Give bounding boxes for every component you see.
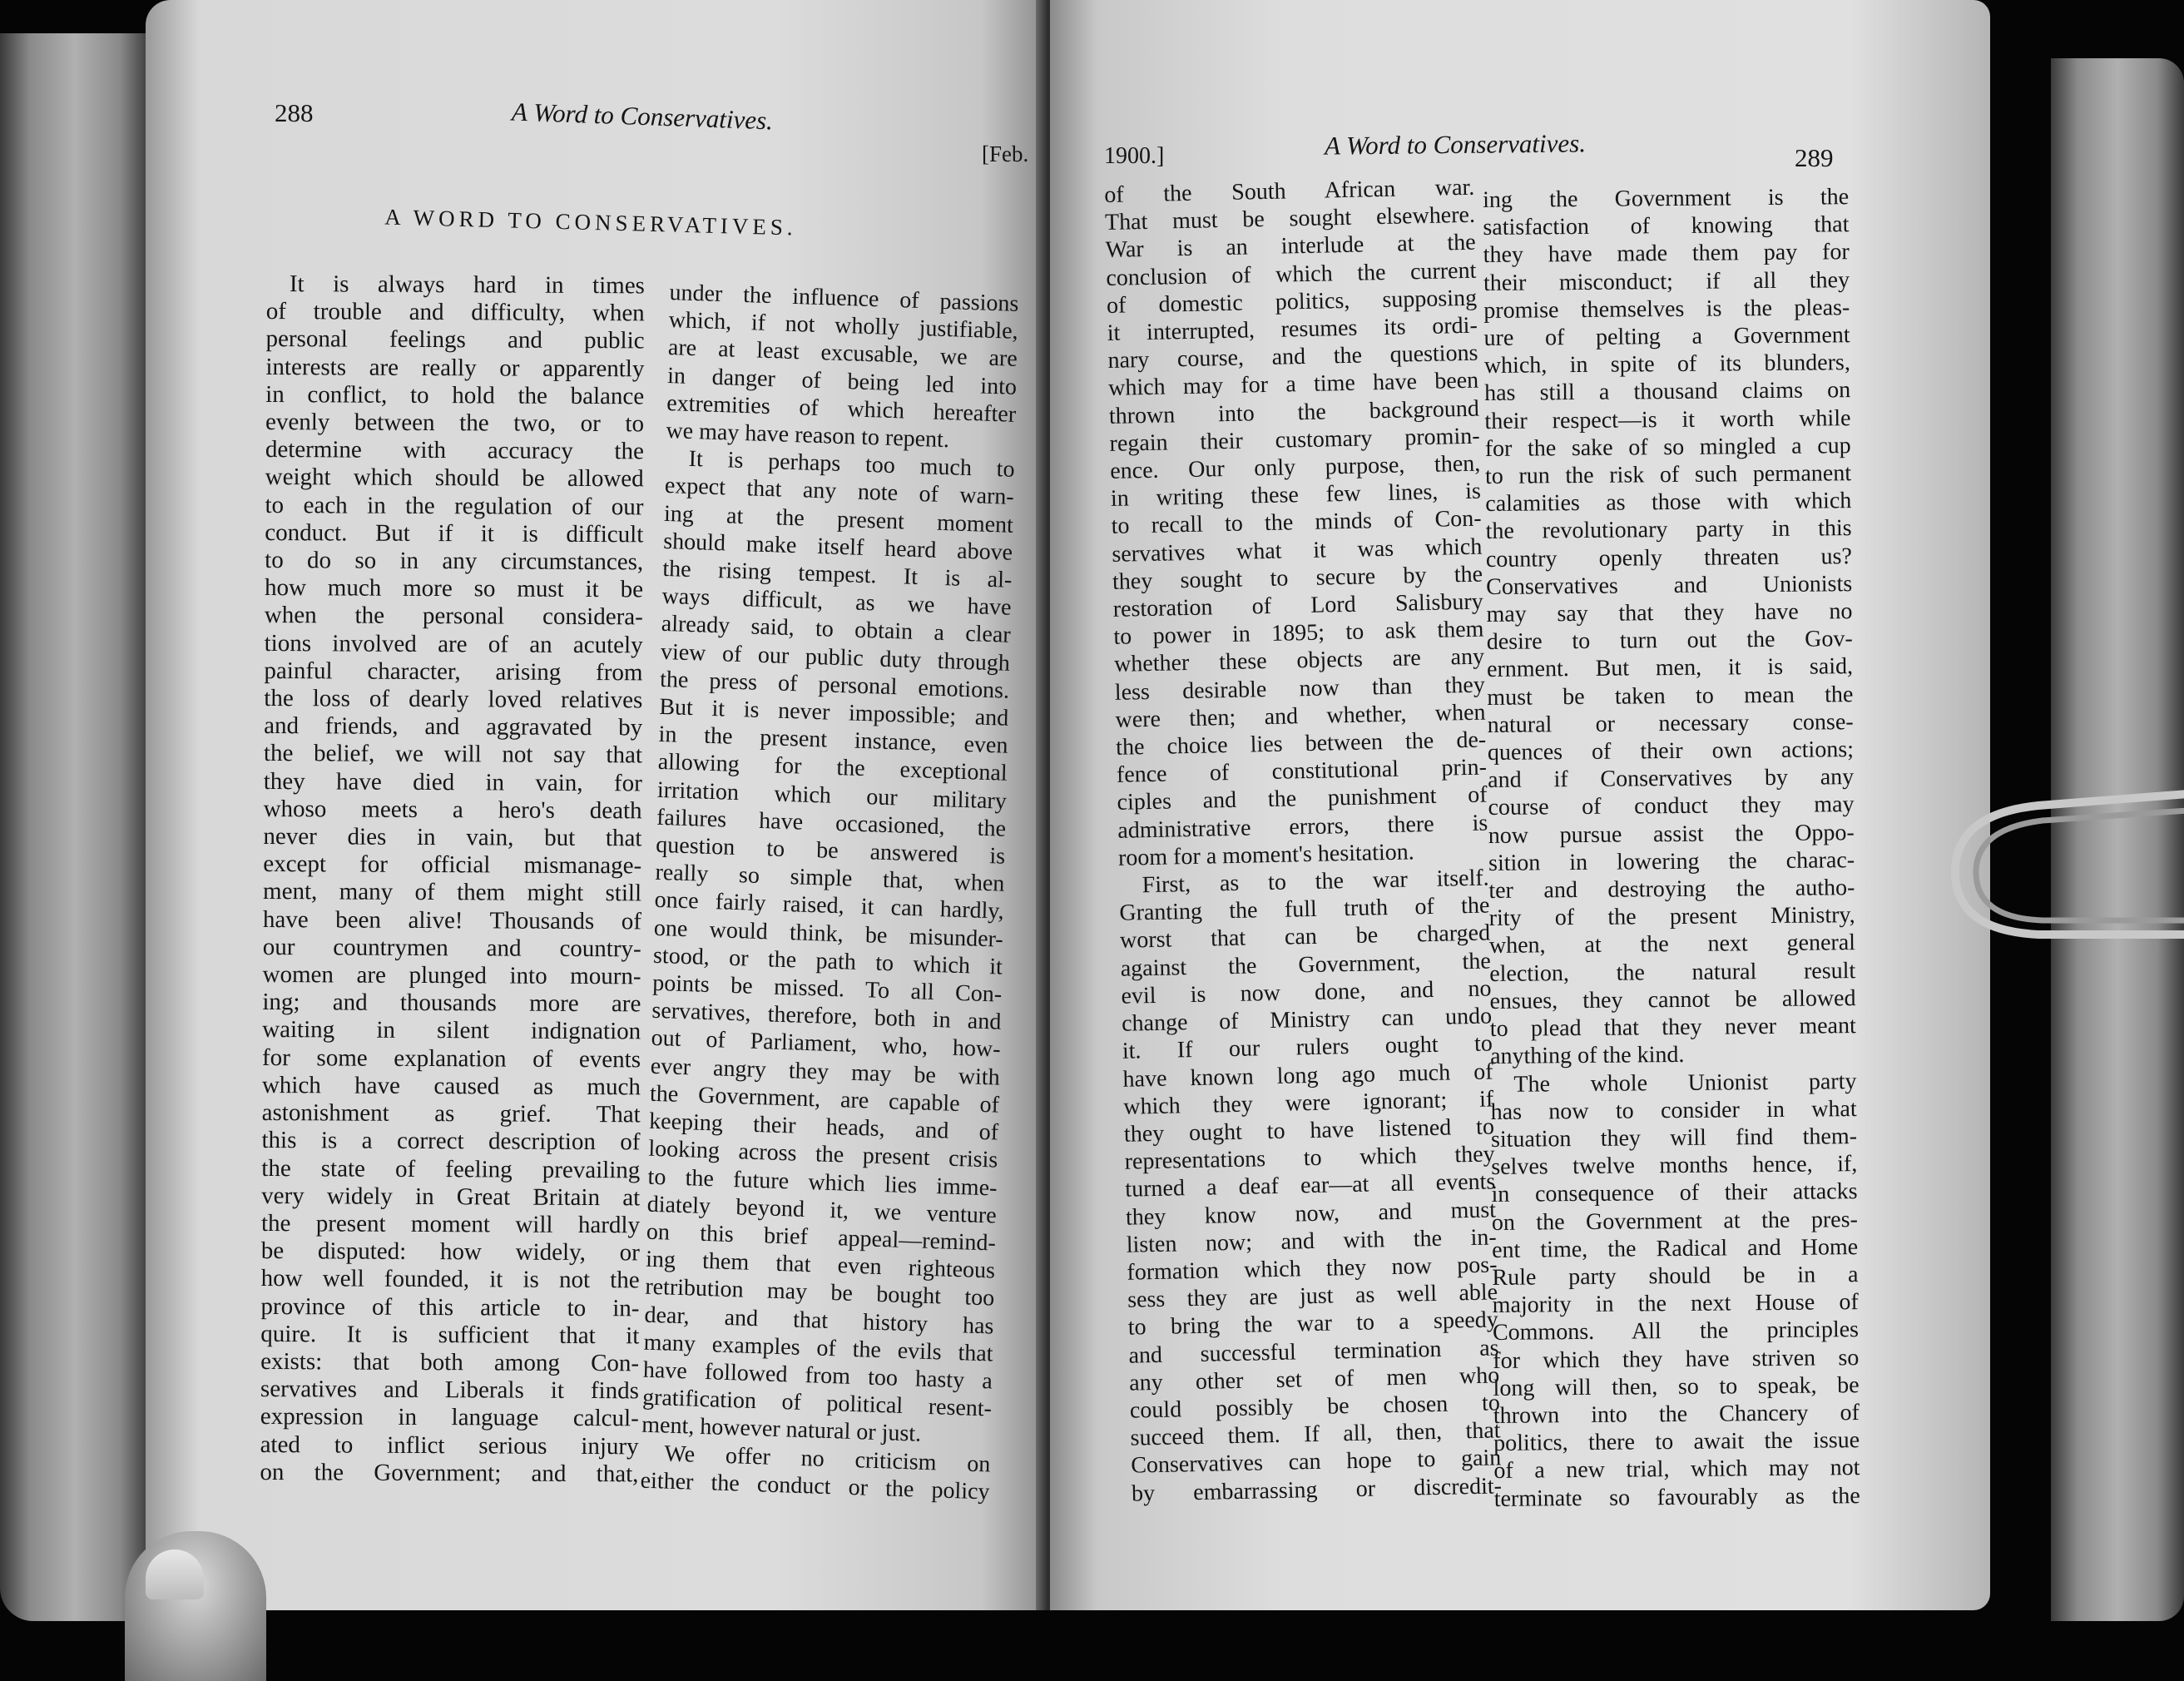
text-line: politics, there to await the issue xyxy=(1493,1427,1860,1457)
text-line: rity of the present Ministry, xyxy=(1488,902,1855,932)
text-line: in danger of being led into xyxy=(666,362,1018,400)
text-line: sess they are just as well able xyxy=(1127,1279,1498,1313)
text-line: ent time, the Radical and Home xyxy=(1492,1233,1859,1263)
text-line: selves twelve months hence, if, xyxy=(1491,1151,1858,1181)
text-line: for the sake of so mingled a cup xyxy=(1484,432,1851,462)
text-line: situation they will find them- xyxy=(1490,1123,1858,1153)
text-line: administrative errors, there is xyxy=(1117,810,1488,844)
text-line: listen now; and with the in- xyxy=(1126,1224,1497,1258)
text-line: It is perhaps too much to xyxy=(688,446,1015,483)
text-line: evil is now done, and no xyxy=(1121,975,1492,1009)
text-line: dear, and that history has xyxy=(644,1302,994,1340)
right-page-column-2 xyxy=(1483,183,1860,1513)
text-line: to power in 1895; to ask them xyxy=(1113,616,1484,651)
text-line: on the Government; and that, xyxy=(260,1458,639,1488)
book-page-edges-left xyxy=(0,33,150,1621)
text-line: women are plunged into mourn- xyxy=(262,961,641,990)
text-line: satisfaction of knowing that xyxy=(1483,211,1850,241)
text-line: they have died in vain, for xyxy=(263,767,642,797)
text-line: ment, many of them might still xyxy=(263,878,642,907)
text-line: to bring the war to a speedy xyxy=(1127,1307,1499,1341)
text-line: and if Conservatives by any xyxy=(1488,764,1855,794)
thumb xyxy=(125,1531,266,1681)
text-line: representations to which they xyxy=(1124,1141,1495,1175)
text-line: waiting in silent indignation xyxy=(262,1016,641,1045)
text-line: whoso meets a hero's death xyxy=(263,795,642,825)
text-line: must be taken to mean the xyxy=(1487,681,1854,711)
text-line: on this brief appeal—remind- xyxy=(646,1218,997,1257)
text-line: War is an interlude at the xyxy=(1105,230,1476,264)
date-tag-right: 1900.] xyxy=(1104,143,1165,169)
text-line: the rising tempest. It is al- xyxy=(662,555,1013,593)
text-line: nary course, and the questions xyxy=(1107,340,1478,374)
left-page-column-1 xyxy=(260,270,645,1488)
text-line: ways difficult, as we have xyxy=(661,583,1012,622)
text-line: either the conduct or the policy xyxy=(640,1467,990,1505)
text-line: for some explanation of events xyxy=(261,1044,641,1074)
text-line: has still a thousand claims on xyxy=(1484,377,1851,407)
text-line: have known long ago much of xyxy=(1122,1058,1493,1093)
text-line: gratification of political resent- xyxy=(641,1384,993,1422)
right-page-column-1 xyxy=(1104,174,1502,1508)
text-line: now pursue assist the Oppo- xyxy=(1488,819,1855,849)
text-line: to run the risk of such permanent xyxy=(1484,460,1852,490)
text-line: majority in the next House of xyxy=(1492,1289,1859,1319)
text-line: turned a deaf ear—at all events xyxy=(1125,1168,1496,1203)
text-line: interests are really or apparently xyxy=(265,353,645,382)
text-line: very widely in Great Britain at xyxy=(261,1182,641,1212)
text-line: which have caused as much xyxy=(261,1071,641,1101)
text-line: have followed from too hasty a xyxy=(642,1356,993,1395)
text-line: which, in spite of its blunders, xyxy=(1483,350,1851,379)
text-line: worst that can be charged xyxy=(1119,920,1491,955)
text-line: personal feelings and public xyxy=(265,325,645,355)
text-line: could possibly be chosen to xyxy=(1129,1390,1501,1424)
text-line: once fairly raised, it can hardly, xyxy=(654,887,1004,925)
text-line: ing at the present moment xyxy=(663,500,1014,538)
text-line: of domestic politics, supposing xyxy=(1106,285,1478,319)
text-line: terminate so favourably as the xyxy=(1493,1482,1860,1512)
text-line: already said, to obtain a clear xyxy=(661,611,1012,649)
text-line: fence of constitutional prin- xyxy=(1116,754,1488,789)
text-line: one would think, be misunder- xyxy=(653,915,1004,953)
text-line: astonishment as grief. That xyxy=(261,1099,641,1128)
text-line: ever angry they may be with xyxy=(650,1053,1001,1091)
text-line: ernment. But men, it is said, xyxy=(1486,653,1854,683)
text-line: conclusion of which the current xyxy=(1106,257,1477,291)
text-line: natural or necessary conse- xyxy=(1487,708,1854,738)
text-line: ter and destroying the autho- xyxy=(1488,875,1855,905)
text-line: succeed them. If all, then, that xyxy=(1130,1417,1501,1451)
text-line: which may for a time have been xyxy=(1107,368,1479,402)
text-line: the press of personal emotions. xyxy=(659,666,1010,704)
text-line: may say that they have no xyxy=(1486,598,1853,628)
text-line: the state of feeling prevailing xyxy=(261,1154,641,1183)
text-line: evenly between the two, or to xyxy=(265,409,645,438)
right-page xyxy=(1050,0,1990,1610)
running-head-right: A Word to Conservatives. xyxy=(1324,128,1587,161)
text-line: regain their customary promin- xyxy=(1109,423,1480,457)
text-line: how well founded, it is not the xyxy=(260,1265,640,1294)
text-line: this is a correct description of xyxy=(261,1127,641,1156)
text-line: promise themselves is the pleas- xyxy=(1483,294,1850,324)
text-line: against the Government, the xyxy=(1120,948,1492,982)
text-line: in the present instance, even xyxy=(658,721,1008,760)
text-line: out of Parliament, who, how- xyxy=(651,1025,1001,1064)
text-line: which, if not wholly justifiable, xyxy=(668,307,1018,345)
text-line: retribution may be bought too xyxy=(645,1273,995,1312)
text-line: ing the Government is the xyxy=(1483,184,1850,213)
article-title: A WORD TO CONSERVATIVES. xyxy=(384,204,798,240)
text-line: formation which they now pos- xyxy=(1127,1252,1498,1286)
text-line: in conflict, to hold the balance xyxy=(265,380,645,410)
text-line: ing; and thousands more are xyxy=(262,989,641,1018)
page-number-left: 288 xyxy=(275,98,314,127)
text-line: anything of the kind. xyxy=(1489,1042,1685,1070)
text-line: really so simple that, when xyxy=(655,860,1005,897)
text-line: country openly threaten us? xyxy=(1485,543,1853,573)
text-line: they sought to secure by the xyxy=(1112,561,1483,595)
text-line: were then; and whether, when xyxy=(1115,699,1486,733)
text-line: the revolutionary party in this xyxy=(1485,515,1852,545)
text-line: room for a moment's hesitation. xyxy=(1117,839,1415,871)
text-line: whether these objects are any xyxy=(1113,644,1485,678)
text-line: determine with accuracy the xyxy=(265,436,644,465)
text-line: to recall to the minds of Con- xyxy=(1111,506,1482,540)
text-line: Conservatives can hope to gain xyxy=(1131,1445,1502,1480)
text-line: conduct. But if it is difficult xyxy=(265,518,644,548)
text-line: of the South African war. xyxy=(1104,174,1475,208)
text-line: ing them that even righteous xyxy=(645,1246,996,1284)
text-line: Commons. All the principles xyxy=(1492,1317,1860,1346)
text-line: quences of their own actions; xyxy=(1487,736,1855,766)
left-page-column-2 xyxy=(640,279,1018,1505)
text-line: ciples and the punishment of xyxy=(1117,781,1488,816)
text-line: That must be sought elsewhere. xyxy=(1104,201,1476,236)
text-line: looking across the present crisis xyxy=(648,1135,998,1173)
text-line: how much more so must it be xyxy=(264,574,644,603)
text-line: many examples of the evils that xyxy=(643,1329,993,1367)
running-head-left: A Word to Conservatives. xyxy=(511,97,774,136)
text-line: irritation which our military xyxy=(656,776,1008,815)
text-line: ated to inflict serious injury xyxy=(260,1431,639,1460)
text-line: it interrupted, resumes its ordi- xyxy=(1107,312,1478,346)
text-line: exists: that both among Con- xyxy=(260,1347,640,1377)
text-line: province of this article to in- xyxy=(260,1292,640,1321)
text-line: It is always hard in times xyxy=(289,270,645,300)
text-line: never dies in vain, but that xyxy=(263,823,642,852)
text-line: has now to consider in what xyxy=(1490,1095,1857,1125)
text-line: ensues, they cannot be allowed xyxy=(1489,985,1856,1014)
text-line: they know now, and must xyxy=(1125,1196,1497,1231)
text-line: except for official mismanage- xyxy=(263,850,642,880)
text-line: First, as to the war itself. xyxy=(1142,865,1489,899)
text-line: question to be answered is xyxy=(655,831,1006,870)
text-line: and friends, and aggravated by xyxy=(264,712,643,741)
text-line: when, at the next general xyxy=(1488,930,1856,960)
text-line: for which they have striven so xyxy=(1493,1344,1860,1374)
text-line: desire to turn out the Gov- xyxy=(1486,626,1853,656)
text-line: to the future which lies imme- xyxy=(647,1163,998,1202)
text-line: the loss of dearly loved relatives xyxy=(264,685,643,714)
text-line: long will then, so to speak, be xyxy=(1493,1371,1860,1401)
text-line: expression in language calcul- xyxy=(260,1403,639,1432)
text-line: weight which should be allowed xyxy=(265,464,644,493)
text-line: keeping their heads, and of xyxy=(648,1108,999,1146)
text-line: of a new trial, which may not xyxy=(1493,1455,1860,1485)
text-line: Granting the full truth of the xyxy=(1119,892,1490,927)
text-line: which they were ignorant; if xyxy=(1122,1086,1494,1120)
text-line: any other set of men who xyxy=(1128,1362,1500,1396)
text-line: they have made them pay for xyxy=(1483,239,1850,269)
text-line: ment, however natural or just. xyxy=(641,1411,922,1448)
text-line: The whole Unionist party xyxy=(1513,1068,1857,1098)
text-line: to plead that they never meant xyxy=(1489,1013,1856,1043)
text-line: and successful termination as xyxy=(1128,1334,1499,1369)
text-line: servatives what it was which xyxy=(1112,533,1483,568)
text-line: Rule party should be in a xyxy=(1492,1262,1859,1291)
text-line: their respect—is it worth while xyxy=(1484,404,1851,434)
text-line: to each in the regulation of our xyxy=(265,491,644,521)
text-line: the present moment will hardly xyxy=(260,1209,641,1239)
text-line: extremities of which hereafter xyxy=(666,389,1017,428)
text-line: of trouble and difficulty, when xyxy=(265,298,645,327)
text-line: failures have occasioned, the xyxy=(656,804,1007,842)
text-line: it. If our rulers ought to xyxy=(1122,1030,1493,1065)
text-line: they ought to have listened to xyxy=(1123,1113,1495,1148)
text-line: their misconduct; if all they xyxy=(1483,266,1850,296)
text-line: less desirable now than they xyxy=(1114,672,1486,706)
text-line: when the personal considera- xyxy=(264,602,643,631)
paper-clip xyxy=(1939,789,2184,955)
text-line: should make itself heard above xyxy=(662,528,1013,566)
text-line: on the Government at the pres- xyxy=(1491,1206,1858,1236)
text-line: quire. It is sufficient that it xyxy=(260,1320,640,1350)
text-line: in consequence of their attacks xyxy=(1491,1178,1858,1208)
text-line: servatives, therefore, both in and xyxy=(651,998,1002,1035)
text-line: view of our public duty through xyxy=(660,638,1011,677)
text-line: diately beyond it, we venture xyxy=(646,1191,997,1229)
text-line: We offer no criticism on xyxy=(664,1441,991,1478)
text-line: our countrymen and country- xyxy=(262,933,641,963)
date-tag-left: [Feb. xyxy=(982,141,1029,166)
text-line: change of Ministry can undo xyxy=(1121,1003,1493,1037)
text-line: servatives and Liberals it finds xyxy=(260,1376,640,1405)
text-line: ure of pelting a Government xyxy=(1483,322,1850,352)
text-line: sition in lowering the charac- xyxy=(1488,847,1855,876)
text-line: under the influence of passions xyxy=(669,279,1019,317)
text-line: course of conduct they may xyxy=(1488,791,1855,821)
text-line: the belief, we will not say that xyxy=(263,740,643,769)
text-line: ence. Our only purpose, then, xyxy=(1109,450,1481,484)
text-line: election, the natural result xyxy=(1489,957,1856,987)
text-line: expect that any note of warn- xyxy=(664,473,1015,511)
text-line: have been alive! Thousands of xyxy=(262,905,641,935)
text-line: stood, or the path to which it xyxy=(652,942,1003,980)
text-line: But it is never impossible; and xyxy=(659,693,1009,731)
text-line: the choice lies between the de- xyxy=(1115,726,1487,761)
text-line: points be missed. To all Con- xyxy=(651,969,1003,1008)
text-line: we may have reason to repent. xyxy=(666,417,950,454)
text-line: calamities as those with which xyxy=(1485,488,1852,518)
text-line: restoration of Lord Salisbury xyxy=(1112,588,1484,622)
text-line: to do so in any circumstances, xyxy=(265,547,644,576)
text-line: Conservatives and Unionists xyxy=(1486,570,1853,600)
text-line: thrown into the background xyxy=(1108,395,1480,429)
text-line: are at least excusable, we are xyxy=(667,335,1018,373)
text-line: be disputed: how widely, or xyxy=(260,1237,640,1267)
text-line: the Government, are capable of xyxy=(649,1080,1000,1118)
left-page xyxy=(146,0,1044,1610)
text-line: by embarrassing or discredit- xyxy=(1131,1472,1503,1507)
page-number-right: 289 xyxy=(1795,143,1834,172)
text-line: tions involved are of an acutely xyxy=(264,629,643,659)
text-line: painful character, arising from xyxy=(264,657,643,687)
text-line: allowing for the exceptional xyxy=(657,749,1008,787)
text-line: in writing these few lines, is xyxy=(1110,478,1482,513)
text-line: thrown into the Chancery of xyxy=(1493,1400,1860,1429)
